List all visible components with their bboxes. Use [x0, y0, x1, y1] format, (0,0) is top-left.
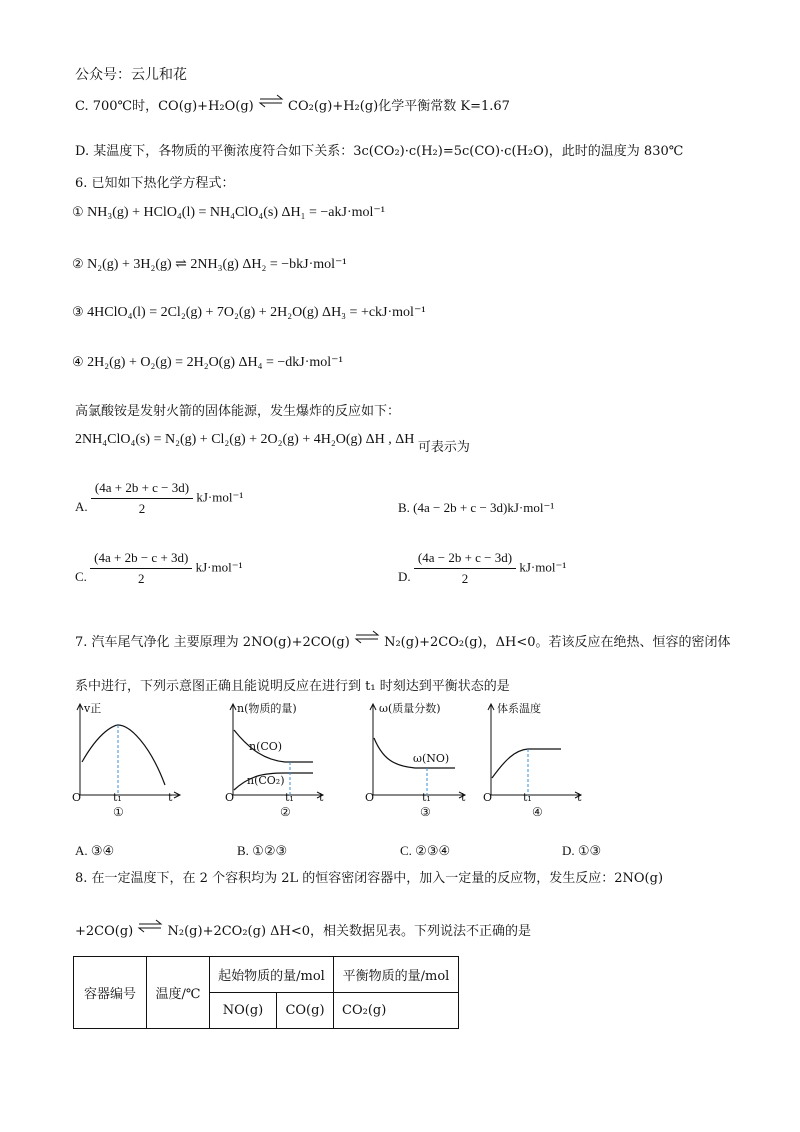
q7-tail: N₂(g)+2CO₂(g)，ΔH<0。若该反应在绝热、恒容的密闭体	[384, 635, 731, 650]
numerator: (4a − 2b + c − 3d)	[414, 550, 516, 569]
t1-label: t₁	[523, 791, 532, 804]
question-7-line-1	[75, 636, 730, 649]
numerator: (4a + 2b − c + 3d)	[90, 550, 192, 569]
denominator: 2	[138, 571, 145, 586]
equation-text: 4HClO₄(l) = 2Cl₂(g) + 7O₂(g) + 2H₂O(g) ΔH₃ = +ckJ·mol⁻¹	[87, 305, 426, 320]
graph-number: ④	[532, 805, 543, 819]
reversible-arrow-icon	[258, 100, 284, 110]
option-c-line	[75, 100, 510, 113]
fraction	[91, 480, 193, 517]
header-eq: 平衡物质的量/mol	[334, 957, 459, 993]
option-c-tail: CO₂(g)+H₂(g)化学平衡常数 K=1.67	[288, 99, 510, 114]
unit: kJ·mol⁻¹	[196, 489, 244, 505]
main-equation	[75, 432, 470, 454]
q8-tail: N₂(g)+2CO₂(g) ΔH<0，相关数据见表。下列说法不正确的是	[167, 924, 532, 939]
question-8-line-2	[75, 925, 531, 938]
t1-label: t₁	[285, 791, 294, 804]
x-axis-label: t	[461, 791, 466, 804]
subheader-co2: CO₂(g)	[334, 993, 459, 1029]
q7-option-c: C. ②③④	[400, 843, 451, 858]
data-table	[73, 956, 459, 1029]
option-b	[398, 500, 554, 516]
question-8-line-1: 8. 在一定温度下，在 2 个容积均为 2L 的恒容密闭容器中，加入一定量的反应物，发生反应：2NO(g)	[75, 871, 664, 886]
option-text: (4a − 2b + c − 3d)kJ·mol⁻¹	[413, 500, 555, 515]
question-7-line-2: 系中进行，下列示意图正确且能说明反应在进行到 t₁ 时刻达到平衡状态的是	[75, 679, 510, 694]
curve-label-no: ω(NO)	[413, 752, 450, 765]
fraction	[90, 550, 192, 587]
curve-label-co: n(CO)	[249, 740, 283, 753]
origin-label: O	[72, 791, 82, 804]
graph-number: ③	[420, 805, 431, 819]
option-a	[75, 480, 243, 517]
watermark-header: 公众号：云儿和花	[75, 67, 187, 83]
option-d-line: D. 某温度下，各物质的平衡浓度符合如下关系：3c(CO₂)·c(H₂)=5c(CO)·c(H₂O)，此时的温度为 830℃	[75, 144, 684, 159]
graph-3	[365, 700, 475, 820]
circled-number: ④	[72, 354, 84, 369]
graph-2	[225, 700, 335, 820]
option-c-lead: C. 700℃时，CO(g)+H₂O(g)	[75, 99, 254, 114]
option-label: C.	[75, 569, 87, 585]
graph-1	[70, 700, 200, 820]
t1-label: t₁	[113, 791, 122, 804]
denominator: 2	[461, 571, 469, 586]
header-temp: 温度/℃	[147, 957, 210, 1029]
unit: kJ·mol⁻¹	[519, 559, 567, 575]
graph-number: ②	[280, 805, 291, 819]
equation-1	[72, 205, 385, 220]
y-axis-label: n(物质的量)	[237, 702, 297, 715]
option-label: A.	[75, 499, 88, 515]
main-equation-tail: 可表示为	[417, 439, 470, 454]
q7-option-d: D. ①③	[562, 843, 602, 858]
subheader-no: NO(g)	[210, 993, 277, 1029]
q7-lead: 7. 汽车尾气净化 主要原理为 2NO(g)+2CO(g)	[75, 635, 350, 650]
curve-label-co2: n(CO₂)	[247, 774, 285, 787]
option-c	[75, 550, 243, 587]
circled-number: ①	[72, 204, 84, 219]
option-label: B.	[398, 500, 410, 515]
reversible-arrow-icon	[354, 636, 380, 646]
equation-text: 2H₂(g) + O₂(g) = 2H₂O(g) ΔH₄ = −dkJ·mol⁻¹	[87, 355, 343, 370]
denominator: 2	[138, 501, 146, 516]
origin-label: O	[483, 791, 493, 804]
equation-2	[72, 257, 347, 272]
x-axis-label: t	[577, 791, 582, 804]
q8-lead: +2CO(g)	[75, 924, 134, 939]
x-axis-label: t	[168, 791, 173, 804]
circled-number: ②	[72, 256, 84, 271]
origin-label: O	[225, 791, 235, 804]
x-axis-label: t	[319, 791, 324, 804]
fraction	[414, 550, 516, 587]
question-6-stem: 6. 已知如下热化学方程式：	[75, 176, 235, 191]
graph-4	[483, 700, 593, 820]
q7-option-b: B. ①②③	[237, 843, 288, 858]
equation-4	[72, 355, 343, 370]
unit: kJ·mol⁻¹	[195, 559, 243, 575]
numerator: (4a + 2b + c − 3d)	[91, 480, 193, 499]
equation-text: NH₃(g) + HClO₄(l) = NH₄ClO₄(s) ΔH₁ = −akJ·mol⁻¹	[87, 205, 385, 220]
t1-label: t₁	[422, 791, 431, 804]
q7-option-a: A. ③④	[75, 843, 115, 858]
header-start: 起始物质的量/mol	[210, 957, 334, 993]
equation-text: N₂(g) + 3H₂(g) ⇌ 2NH₃(g) ΔH₂ = −bkJ·mol⁻¹	[87, 257, 347, 272]
question-6-intro: 高氯酸铵是发射火箭的固体能源，发生爆炸的反应如下：	[75, 404, 401, 419]
option-label: D.	[398, 569, 411, 585]
circled-number: ③	[72, 304, 84, 319]
y-axis-label: v正	[84, 702, 102, 715]
main-equation-text: 2NH₄ClO₄(s) = N₂(g) + Cl₂(g) + 2O₂(g) + 4H₂O(g) ΔH , ΔH	[75, 432, 415, 447]
option-d	[398, 550, 566, 587]
y-axis-label: 体系温度	[497, 702, 541, 715]
table-row	[74, 957, 459, 993]
subheader-co: CO(g)	[277, 993, 334, 1029]
origin-label: O	[365, 791, 375, 804]
graph-number: ①	[113, 805, 124, 819]
equation-3	[72, 305, 426, 320]
reversible-arrow-icon	[137, 925, 163, 935]
y-axis-label: ω(质量分数)	[379, 702, 441, 715]
header-container: 容器编号	[74, 957, 147, 1029]
